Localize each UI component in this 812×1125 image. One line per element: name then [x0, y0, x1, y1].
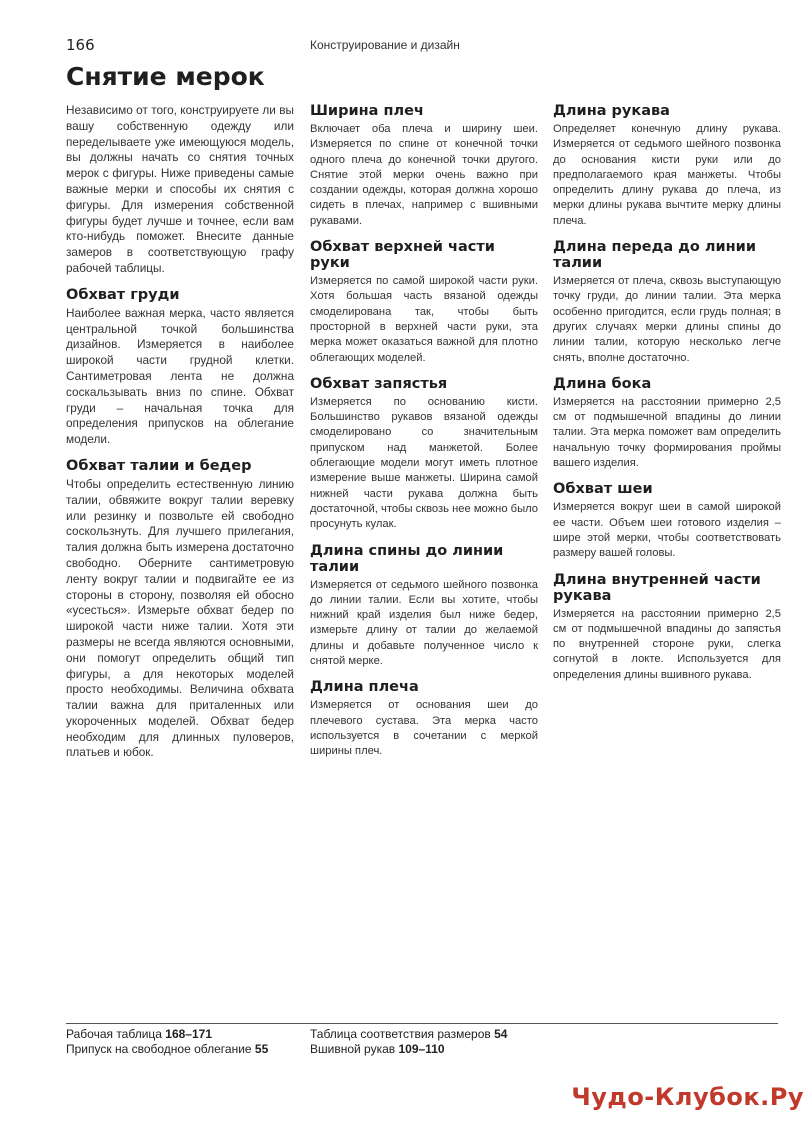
- section-text: Чтобы определить естественную линию талии, обвяжите вокруг талии веревку или резинку и позвольте ей свободно соскользнуть. Для лучшего прилегания, талия должна быть измерена достаточно свободно. Оберните сантиметровую ленту вокруг талии и подвигайте ее из стороны в сторону, позволяя ей обосно «усесться». Измерьте обхват бедер по широкой части ниже талии. Хотя эти размеры не всегда являются основными, они помогут определить общий тип фигуры, а для некоторых моделей просто необходимы. Величина обхвата талии важна для приталенных или укороченных моделей. Обхват бедер необходим для длинных пуловеров, платьев и юбок.: [66, 476, 294, 760]
- reference-pages: 109–110: [398, 1042, 445, 1056]
- section-upper-arm: [310, 239, 538, 366]
- section-text: Измеряется по основанию кисти. Большинство рукавов вязаной одежды смоделировано со значительным припуском над манжетой. Более облегающие модели могут иметь плотное измерение выше манжеты. Ширина самой нижней части рукава должна быть достаточной, чтобы сквозь нее можно было просунуть кулак.: [310, 395, 538, 531]
- section-heading: Обхват груди: [66, 286, 180, 303]
- section-text: Измеряется от седьмого шейного позвонка до линии талии. Если вы хотите, чтобы нижний край изделия был ниже бедер, измерьте длину от талии до желаемой длины и добавьте полученное число к снятой мерке.: [310, 578, 538, 668]
- page-number: 166: [66, 36, 95, 54]
- section-heading: Длина внутренней части рукава: [553, 571, 761, 604]
- site-watermark: Чудо-Клубок.Ру: [571, 1083, 804, 1111]
- section-text: Включает оба плеча и ширину шеи. Измеряется по спине от конечной точки одного плеча до конечной точки другого. Снятие этой мерки очень важно при создании одежды, которая должна хорошо сидеть в плечах, например с вшивными рукавами.: [310, 123, 538, 227]
- section-text: Определяет конечную длину рукава. Измеряется от седьмого шейного позвонка до основания кисти руки или до предполагаемого края манжеты. Чтобы определить длину рукава до плеча, из мерки длины рукава вычтите мерку длины плеча.: [553, 123, 781, 227]
- running-header: Конструирование и дизайн: [310, 38, 460, 52]
- reference-pages: 168–171: [165, 1027, 212, 1041]
- section-shoulder-width: [310, 103, 538, 229]
- section-text: Измеряется на расстоянии примерно 2,5 см от подмышечной впадины до запястья по внутренней стороне руки, слегка согнутой в локте. Используется для определения длины вшивного рукава.: [553, 607, 781, 681]
- section-back-length: [310, 543, 538, 670]
- section-text: Измеряется от основания шеи до плечевого сустава. Эта мерка часто используется в сочетании с меркой ширины плеч.: [310, 699, 538, 758]
- footer-references-left: [66, 1027, 268, 1057]
- reference-label: Рабочая таблица: [66, 1027, 166, 1041]
- section-text: Наиболее важная мерка, часто является центральной точкой большинства дизайнов. Измеряется в наиболее широкой части грудной клетки. Сантиметровая лента не должна соскальзывать вниз по спине. Обхват груди – начальная точка для определения припусков на облегание модели.: [66, 305, 294, 447]
- section-heading: Длина плеча: [310, 679, 419, 696]
- section-text: Измеряется вокруг шеи в самой широкой ее части. Объем шеи готового изделия – шире этой мерки, чтобы соответствовать размеру вашей головы.: [553, 501, 781, 560]
- column-3: [553, 103, 781, 693]
- section-heading: Длина рукава: [553, 103, 670, 119]
- footer-references-right: [310, 1027, 507, 1057]
- column-1: [66, 103, 294, 771]
- footer-divider: [66, 1023, 778, 1024]
- section-neck: [553, 481, 781, 561]
- section-heading: Ширина плеч: [310, 103, 424, 119]
- reference-label: Припуск на свободное облегание: [66, 1042, 255, 1056]
- column-2: [310, 103, 538, 770]
- footer-reference[interactable]: [66, 1027, 268, 1042]
- reference-label: Вшивной рукав: [310, 1042, 399, 1056]
- section-text: Измеряется на расстоянии примерно 2,5 см от подмышечной впадины до линии талии. Эта мерка поможет вам определить начальную точку формирования проймы вашего изделия.: [553, 395, 781, 470]
- reference-pages: 54: [494, 1027, 508, 1041]
- footer-reference[interactable]: [310, 1042, 507, 1057]
- section-heading: Обхват запястья: [310, 375, 448, 392]
- section-shoulder-length: [310, 679, 538, 759]
- section-wrist: [310, 376, 538, 533]
- footer-reference[interactable]: [310, 1027, 507, 1042]
- section-side-length: [553, 376, 781, 471]
- intro-text: Независимо от того, конструируете ли вы вашу собственную одежду или переделываете уже имеющуюся модель, вы должны начать со снятия точных мерок с фигуры. Ниже приведены самые важные мерки и способы их снятия с фигуры. Для измерения собственной фигуры будет лучше и точнее, если вам кто-нибудь поможет. Внесите данные замеров в соответствующую графу рабочей таблицы.: [66, 103, 294, 275]
- section-heading: Обхват талии и бедер: [66, 457, 252, 474]
- section-front-length: [553, 239, 781, 366]
- section-heading: Длина спины до линии талии: [310, 542, 504, 575]
- section-inner-sleeve: [553, 572, 781, 683]
- footer-reference[interactable]: [66, 1042, 268, 1057]
- section-text: Измеряется по самой широкой части руки. Хотя большая часть вязаной одежды смоделирована так, чтобы быть просторной в верхней части руки, эта мерка может оказаться важной для плотно облегающих моделей.: [310, 275, 538, 364]
- section-bust: [66, 287, 294, 448]
- intro-section: [66, 103, 294, 277]
- page-title: Снятие мерок: [66, 62, 265, 91]
- section-heading: Обхват верхней части руки: [310, 239, 495, 272]
- section-heading: Длина переда до линии талии: [553, 239, 756, 272]
- reference-pages: 55: [254, 1042, 269, 1056]
- section-waist-hips: [66, 458, 294, 761]
- section-heading: Длина бока: [553, 375, 652, 392]
- section-heading: Обхват шеи: [553, 481, 653, 498]
- section-sleeve-length: [553, 103, 781, 229]
- section-text: Измеряется от плеча, сквозь выступающую точку груди, до линии талии. Эта мерка особенно пригодится, если грудь полная; в других случаях мерки длины спины до линии талии, которую несколько легче снять, вполне достаточно.: [553, 275, 781, 364]
- reference-label: Таблица соответствия размеров: [310, 1027, 495, 1041]
